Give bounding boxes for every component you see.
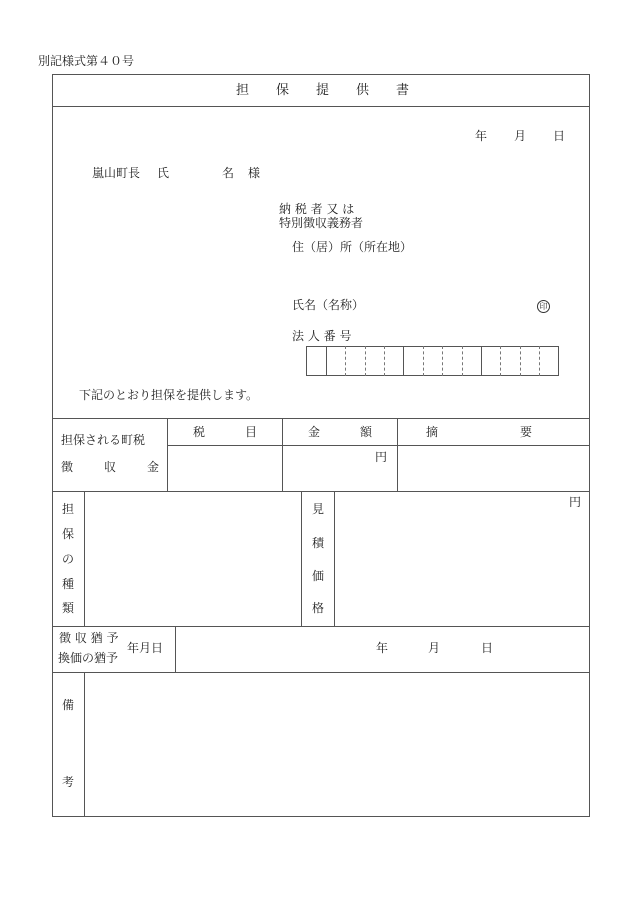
title-divider [52,106,590,107]
header-summary-char: 要 [520,425,533,439]
corp-number-digit-divider [500,346,501,376]
corp-number-digit-divider [462,346,463,376]
corp-number-digit-divider [384,346,385,376]
corp-number-divider [481,346,482,376]
corp-number-digit-divider [423,346,424,376]
amount-yen-unit: 円 [375,450,388,464]
grace-day-label: 日 [481,641,494,655]
remarks-label-char: 備 [62,698,75,712]
header-tax-item-char: 税 [193,425,206,439]
header-amount-char: 金 [308,425,321,439]
grace-label-line1: 徴 収 猶 予 [59,631,119,645]
estimate-label-char: 格 [312,601,325,615]
frame-left [52,74,53,817]
address-label: 住（居）所（所在地） [292,240,413,254]
collateral-label-char: の [62,552,75,566]
title-char-5: 書 [396,83,410,98]
collateral-label-char: 担 [62,502,75,516]
title-char-3: 提 [316,83,330,98]
form-number: 別記様式第４０号 [38,54,135,68]
statement: 下記のとおり担保を提供します。 [79,388,259,402]
header-amount-char: 額 [360,425,373,439]
tax-label-line2-char: 収 [104,460,117,474]
addressee-town: 嵐山町長 [92,166,141,180]
estimate-label-char: 積 [312,536,325,550]
tax-item-field[interactable] [168,446,281,490]
name-label: 氏名（名称） [292,298,365,312]
corp-number-digit-divider [442,346,443,376]
remarks-field[interactable] [85,673,588,815]
corp-number-label: 法 人 番 号 [292,329,352,343]
tax-label-line2-char: 金 [147,460,160,474]
title-char-4: 供 [356,83,370,98]
taxpayer-label-line1: 納 税 者 又 は [279,202,355,216]
corp-number-digit-divider [539,346,540,376]
remarks-label-char: 考 [62,775,75,789]
header-tax-item-char: 目 [245,425,258,439]
header-summary-char: 摘 [426,425,439,439]
estimate-yen-unit: 円 [569,495,582,509]
summary-field[interactable] [398,446,588,490]
corp-number-digit-divider [345,346,346,376]
frame-bottom [52,816,590,817]
corp-number-digit-divider [365,346,366,376]
estimate-value-field[interactable] [335,492,588,625]
estimate-label-char: 価 [312,569,325,583]
date-year-label: 年 [475,129,488,143]
frame-top [52,74,590,75]
tax-label-line2-char: 徴 [61,460,74,474]
estimate-left-divider [301,491,302,626]
grace-label-suffix: 年月日 [127,641,164,655]
addressee-sama: 様 [248,166,261,180]
date-month-label: 月 [514,129,527,143]
title-char-2: 保 [276,83,290,98]
date-day-label: 日 [553,129,566,143]
corp-number-divider [326,346,327,376]
addressee-shi: 氏 [157,166,170,180]
tax-section-top [52,418,590,419]
title-char-1: 担 [236,83,250,98]
grace-year-label: 年 [376,641,389,655]
corp-number-divider [403,346,404,376]
collateral-label-char: 保 [62,527,75,541]
collateral-label-char: 類 [62,601,75,615]
corp-number-field[interactable] [306,346,559,376]
collateral-type-field[interactable] [85,492,300,625]
collateral-label-char: 種 [62,577,75,591]
grace-month-label: 月 [428,641,441,655]
tax-label-line1: 担保される町税 [61,433,146,447]
seal-mark: 印 [537,300,550,313]
corp-number-digit-divider [520,346,521,376]
estimate-label-char: 見 [312,502,325,516]
grace-label-line2: 換価の猶予 [58,651,119,665]
taxpayer-label-line2: 特別徴収義務者 [279,216,364,230]
addressee-mei: 名 [222,166,235,180]
